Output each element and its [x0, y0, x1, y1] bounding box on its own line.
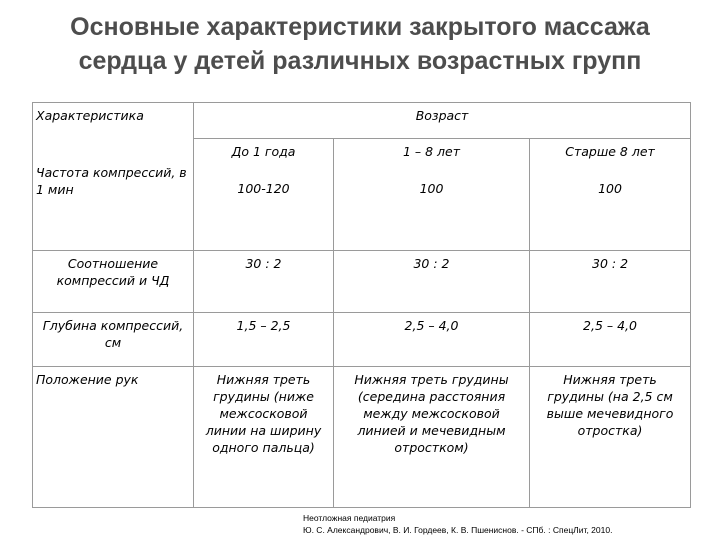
source-citation: [303, 512, 612, 536]
table-cell: 2,5 – 4,0: [334, 313, 530, 367]
table-cell: Нижняя треть грудины (на 2,5 см выше мечевидного отростка): [530, 367, 691, 508]
table-cell: 30 : 2: [334, 251, 530, 313]
frequency-over-8: 100: [598, 181, 622, 196]
table-row-depth: [33, 313, 691, 367]
frequency-under-1: 100-120: [237, 181, 290, 196]
slide-title-line-2: сердца у детей различных возрастных групп: [78, 47, 642, 75]
table-header-row: [33, 103, 691, 139]
table-cell: [194, 139, 334, 251]
slide-title-line-1: Основные характеристики закрытого массажа: [70, 13, 650, 41]
row-hands-label: Положение рук: [33, 367, 194, 508]
header-age-cell: [194, 103, 691, 139]
table-cell: [530, 139, 691, 251]
frequency-1-8: 100: [419, 181, 444, 196]
citation-authors: Ю. С. Александрович, В. И. Гордеев, К. В. Пшениснов. - СПб. : СпецЛит, 2010.: [303, 525, 613, 535]
age-group-under-1: До 1 года: [231, 144, 296, 159]
table-row-hands: [33, 367, 691, 508]
table-row-ratio: [33, 251, 691, 313]
header-characteristic-cell: [33, 103, 194, 251]
row-frequency-label: Частота компрессий, в 1 мин: [36, 165, 187, 197]
table-cell: 30 : 2: [530, 251, 691, 313]
table-cell: 30 : 2: [194, 251, 334, 313]
table-cell: 2,5 – 4,0: [530, 313, 691, 367]
row-depth-label: Глубина компрессий, см: [33, 313, 194, 367]
slide-title: [0, 10, 720, 78]
table-cell: Нижняя треть грудины (середина расстояния между межсосковой линией и мечевидным отростком): [334, 367, 530, 508]
age-group-over-8: Старше 8 лет: [565, 144, 655, 159]
table-cell: [334, 139, 530, 251]
row-ratio-label: Соотношение компрессий и ЧД: [33, 251, 194, 313]
citation-title: Неотложная педиатрия: [303, 513, 396, 523]
characteristics-table: [32, 102, 691, 508]
header-age: Возраст: [415, 108, 469, 123]
table-cell: 1,5 – 2,5: [194, 313, 334, 367]
age-group-1-8: 1 – 8 лет: [402, 144, 461, 159]
table-cell: Нижняя треть грудины (ниже межсосковой линии на ширину одного пальца): [194, 367, 334, 508]
header-characteristic: Характеристика: [36, 108, 144, 123]
